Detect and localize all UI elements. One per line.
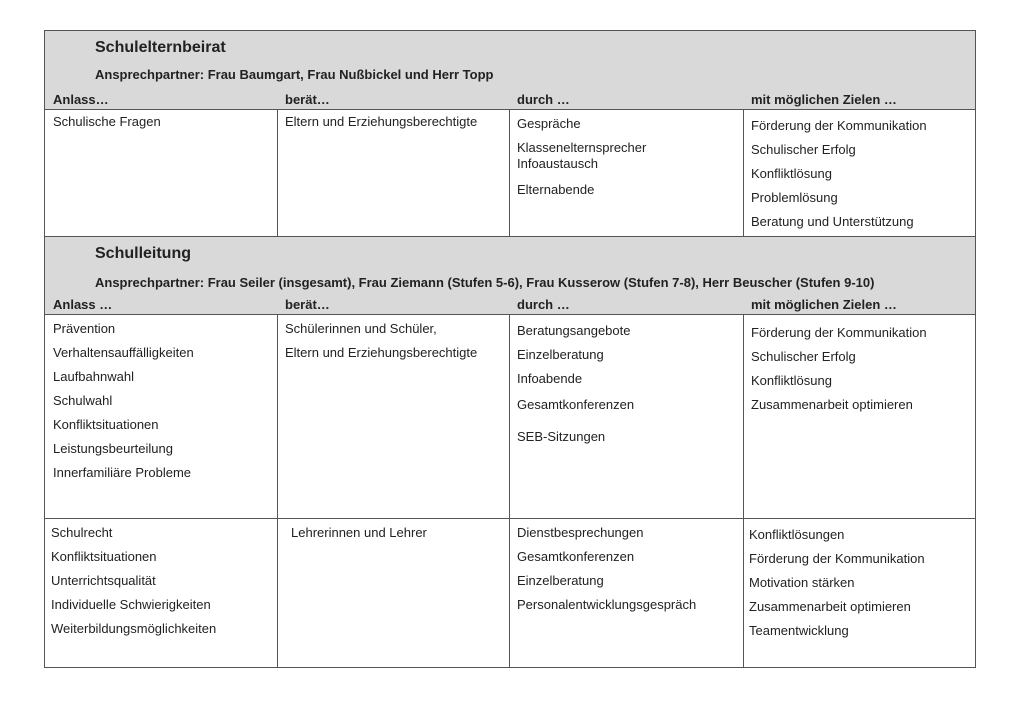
column-header-ziele: mit möglichen Zielen … [751,297,897,312]
section-title: Schulelternbeirat [95,39,226,56]
list-item: SEB-Sitzungen [517,429,606,444]
list-item: Personalentwicklungsgespräch [517,597,697,612]
list-item: Förderung der Kommunikation [751,118,927,133]
list-item: Dienstbesprechungen [517,525,644,540]
list-item: Schulische Fragen [53,114,161,129]
list-item: Einzelberatung [517,347,604,362]
column-header-ziele: mit möglichen Zielen … [751,92,897,107]
cell-durch [517,521,696,617]
list-item: Elternabende [517,182,595,197]
column-header-anlass: Anlass … [53,297,113,312]
list-item: Unterrichtsqualität [51,573,156,588]
cell-anlass [53,110,161,134]
list-item: Gesamtkonferenzen [517,549,635,564]
table-row [45,518,975,667]
list-item: Förderung der Kommunikation [749,551,925,566]
list-item: Schulrecht [51,525,113,540]
list-item: Konfliktlösung [751,373,832,388]
cell-anlass [51,521,216,641]
cell-beraet [285,110,477,134]
list-item: Lehrerinnen und Lehrer [291,525,427,540]
section-contact: Ansprechpartner: Frau Seiler (insgesamt), Frau Ziemann (Stufen 5-6), Frau Kusserow (Stufen 7-8), Herr Beuscher (Stufen 9-10) [95,275,875,290]
section-contact: Ansprechpartner: Frau Baumgart, Frau Nußbickel und Herr Topp [95,67,494,82]
list-item: Zusammenarbeit optimieren [749,599,911,614]
list-item: Eltern und Erziehungsberechtigte [285,114,478,129]
list-item: Individuelle Schwierigkeiten [51,597,211,612]
list-item: Motivation stärken [749,575,855,590]
list-item: Konfliktsituationen [53,417,159,432]
cell-ziele [751,114,927,234]
table-row [45,314,975,518]
list-item: Gesamtkonferenzen [517,397,635,412]
list-item: Leistungsbeurteilung [53,441,173,456]
counseling-table [44,30,976,668]
list-item: Konfliktlösung [751,166,832,181]
list-item: Beratung und Unterstützung [751,214,914,229]
list-item: Zusammenarbeit optimieren [751,397,913,412]
list-item: Klassenelternsprecher Infoaustausch [517,140,647,171]
list-item: Prävention [53,321,116,336]
list-item: Beratungsangebote [517,323,631,338]
list-item: Förderung der Kommunikation [751,325,927,340]
list-item: Einzelberatung [517,573,604,588]
list-item: Gespräche [517,116,581,131]
list-item: Verhaltensauffälligkeiten [53,345,194,360]
cell-beraet [285,317,477,365]
section-title: Schulleitung [95,245,191,262]
cell-anlass [53,317,194,485]
list-item: Laufbahnwahl [53,369,134,384]
list-item: Infoabende [517,371,583,386]
column-header-durch: durch … [517,92,570,107]
list-item: Innerfamiliäre Probleme [53,465,192,480]
column-header-beraet: berät… [285,92,330,107]
section-header-schulleitung [45,236,975,314]
list-item: Schülerinnen und Schüler, [285,321,437,336]
list-item: Konfliktlösungen [749,527,845,542]
column-header-anlass: Anlass… [53,92,109,107]
list-item: Eltern und Erziehungsberechtigte [285,345,478,360]
cell-durch [517,112,707,202]
cell-durch [517,319,634,449]
list-item: Schulischer Erfolg [751,142,856,157]
list-item: Teamentwicklung [749,623,849,638]
column-header-beraet: berät… [285,297,330,312]
section-header-schulelternbeirat [45,31,975,109]
list-item: Problemlösung [751,190,838,205]
list-item: Weiterbildungsmöglichkeiten [51,621,217,636]
cell-ziele [751,321,927,417]
column-header-durch: durch … [517,297,570,312]
list-item: Schulwahl [53,393,113,408]
cell-beraet [291,521,427,545]
cell-ziele [749,523,925,643]
list-item: Schulischer Erfolg [751,349,856,364]
table-row [45,109,975,236]
list-item: Konfliktsituationen [51,549,157,564]
